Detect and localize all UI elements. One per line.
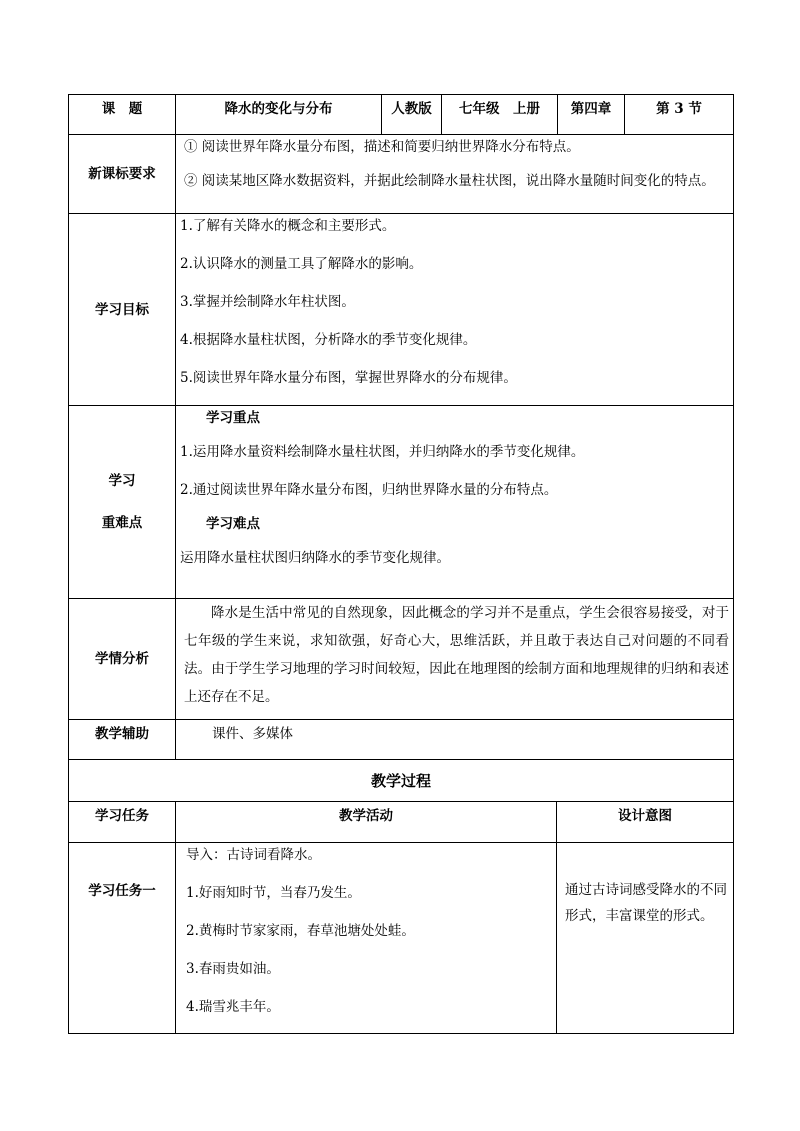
key-points-row [69, 406, 734, 599]
activity-line: 导入：古诗词看降水。 [186, 847, 321, 863]
col-intent-header: 设计意图 [557, 802, 734, 843]
process-title: 教学过程 [69, 760, 734, 802]
objectives-content [176, 214, 734, 406]
lesson-title: 降水的变化与分布 [176, 95, 382, 135]
focus-item: 1.运用降水量资料绘制降水量柱状图，并归纳降水的季节变化规律。 [180, 444, 585, 460]
process-header-row [69, 802, 734, 843]
objective-item: 4.根据降水量柱状图，分析降水的季节变化规律。 [180, 332, 477, 348]
difficulty-heading: 学习难点 [206, 516, 260, 532]
objective-item: 5.阅读世界年降水量分布图，掌握世界降水的分布规律。 [180, 370, 517, 386]
edition: 人教版 [382, 95, 442, 135]
key-points-label-line1: 学习 [108, 473, 136, 489]
objectives-row [69, 214, 734, 406]
task1-label: 学习任务一 [69, 843, 176, 1034]
process-title-row [69, 760, 734, 802]
objective-item: 3.掌握并绘制降水年柱状图。 [180, 294, 355, 310]
curriculum-row [69, 135, 734, 214]
difficulty-text: 运用降水量柱状图归纳降水的季节变化规律。 [180, 550, 450, 566]
curriculum-item: ① 阅读世界年降水量分布图，描述和简要归纳世界降水分布特点。 [184, 139, 580, 155]
objective-item: 2.认识降水的测量工具了解降水的影响。 [180, 256, 423, 272]
key-points-content [176, 406, 734, 599]
key-points-label [69, 406, 176, 599]
analysis-label: 学情分析 [69, 599, 176, 720]
curriculum-item: ② 阅读某地区降水数据资料，并据此绘制降水量柱状图，说出降水量随时间变化的特点。 [184, 173, 715, 189]
analysis-content [176, 599, 734, 720]
lesson-plan-page [68, 94, 733, 1034]
col-activity-header: 教学活动 [176, 802, 557, 843]
curriculum-content [176, 135, 734, 214]
aids-text: 课件、多媒体 [176, 720, 734, 760]
curriculum-label: 新课标要求 [69, 135, 176, 214]
objectives-label: 学习目标 [69, 214, 176, 406]
section: 第 3 节 [625, 95, 734, 135]
grade: 七年级 上册 [442, 95, 558, 135]
activity-line: 1.好雨知时节，当春乃发生。 [186, 885, 361, 901]
chapter: 第四章 [558, 95, 625, 135]
analysis-row [69, 599, 734, 720]
aids-row [69, 720, 734, 760]
col-task-header: 学习任务 [69, 802, 176, 843]
aids-label: 教学辅助 [69, 720, 176, 760]
process-table [68, 759, 734, 1034]
activity-line: 2.黄梅时节家家雨，春草池塘处处蛙。 [186, 923, 415, 939]
focus-item: 2.通过阅读世界年降水量分布图，归纳世界降水量的分布特点。 [180, 482, 558, 498]
header-row [69, 95, 734, 135]
key-points-label-line2: 重难点 [101, 515, 143, 531]
topic-label: 课 题 [69, 95, 176, 135]
activity-line: 4.瑞雪兆丰年。 [186, 999, 280, 1015]
activity-line: 3.春雨贵如油。 [186, 961, 280, 977]
objective-item: 1.了解有关降水的概念和主要形式。 [180, 218, 396, 234]
lesson-plan-table [68, 94, 734, 760]
task1-intent: 通过古诗词感受降水的不同形式，丰富课堂的形式。 [557, 843, 734, 1034]
task1-activity [176, 843, 557, 1034]
focus-heading: 学习重点 [206, 410, 260, 426]
task1-row [69, 843, 734, 1034]
analysis-text: 降水是生活中常见的自然现象，因此概念的学习并不是重点，学生会很容易接受，对于七年级的学生来说，求知欲强，好奇心大，思维活跃，并且敢于表达自己对问题的不同看法。由于学生学习地理的学习时间较短，因此在地理图的绘制方面和地理规律的归纳和表述上还存在不足。 [184, 605, 729, 705]
